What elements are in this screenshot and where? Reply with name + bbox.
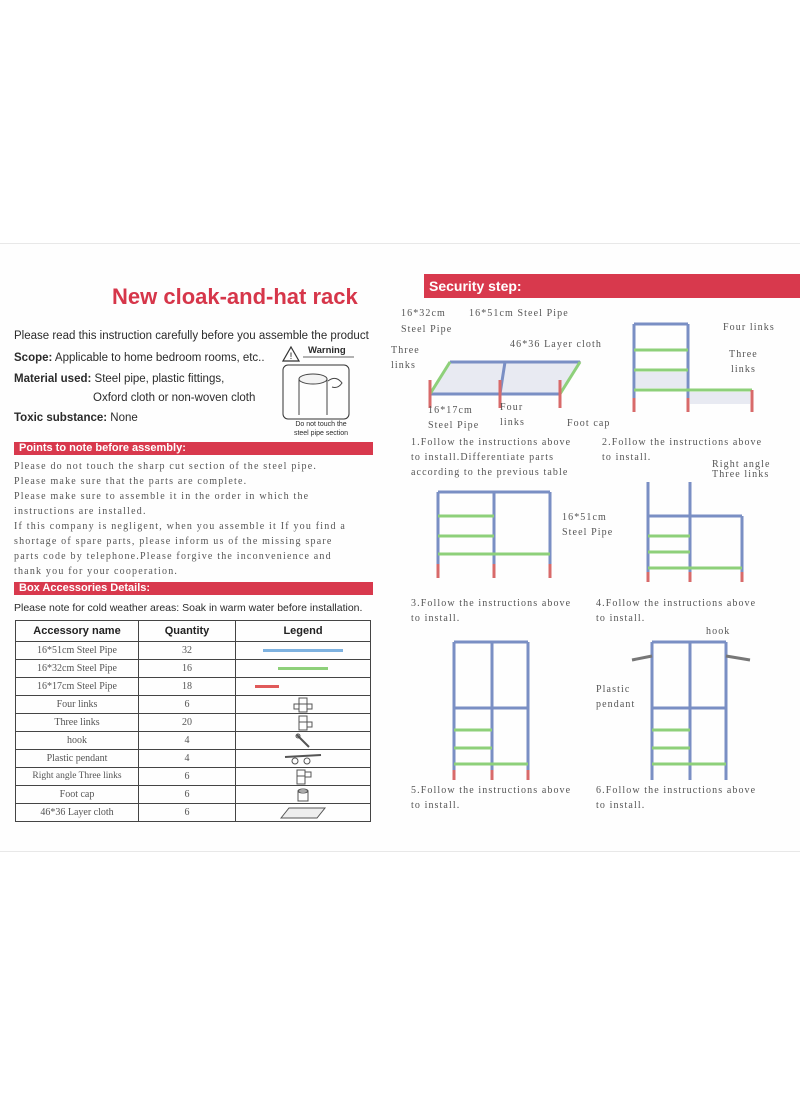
cell-qty: 6 <box>139 768 236 786</box>
page-title: New cloak-and-hat rack <box>112 284 358 309</box>
step5-diagram <box>448 636 534 784</box>
accessories-table <box>15 620 371 822</box>
points-line: thank you for your cooperation. <box>14 566 179 577</box>
step5-line2: to install. <box>411 800 461 811</box>
cell-name: 16*32cm Steel Pipe <box>16 660 139 678</box>
table-row <box>16 642 371 660</box>
intro-text: Please read this instruction carefully before you assemble the product <box>14 330 369 342</box>
material-label: Material used: <box>14 373 92 385</box>
cell-qty: 4 <box>139 750 236 768</box>
label-pendant: pendant <box>596 699 636 710</box>
label-links: links <box>391 360 416 371</box>
table-row <box>16 732 371 750</box>
security-step-header: Security step: <box>424 274 800 298</box>
legend-green-pipe <box>236 660 371 678</box>
table-row <box>16 786 371 804</box>
step6-caption <box>596 783 756 813</box>
hook-icon <box>236 732 371 750</box>
material-line <box>14 373 224 385</box>
toxic-line <box>14 412 138 424</box>
label-layer-cloth: 46*36 Layer cloth <box>510 339 603 350</box>
label-right-angle: Right angle <box>712 459 771 470</box>
points-line: Please do not touch the sharp cut section of the steel pipe. <box>14 461 318 472</box>
points-line: Please make sure to assemble it in the order in which the <box>14 491 310 502</box>
label-plastic: Plastic <box>596 684 631 695</box>
cell-name: Right angle Three links <box>16 768 139 786</box>
label-pipe-51: 16*51cm Steel Pipe <box>469 308 569 319</box>
cell-name: Four links <box>16 696 139 714</box>
points-line: shortage of spare parts, please inform us of the missing spare <box>14 536 333 547</box>
label-four-links: Four links <box>723 322 775 333</box>
cell-qty: 18 <box>139 678 236 696</box>
warning-illustration <box>282 345 354 421</box>
legend-blue-pipe <box>236 642 371 660</box>
cell-name: Foot cap <box>16 786 139 804</box>
label-steel-pipe: Steel Pipe <box>401 324 453 335</box>
step1-caption <box>411 435 571 480</box>
points-line: Please make sure that the parts are complete. <box>14 476 248 487</box>
label-pipe-51cm: 16*51cm <box>562 512 607 523</box>
label-links-2: links <box>500 417 525 428</box>
col-legend: Legend <box>236 621 371 642</box>
step2-line2: to install. <box>602 452 652 463</box>
pipe-drawing-frame <box>283 365 349 419</box>
col-accessory-name: Accessory name <box>16 621 139 642</box>
step6-diagram <box>630 636 754 784</box>
step2-line1: 2.Follow the instructions above <box>602 437 763 448</box>
step5-caption <box>411 783 571 813</box>
scope-label: Scope: <box>14 352 53 364</box>
four-links-icon <box>236 696 371 714</box>
table-row <box>16 714 371 732</box>
material-value-2: Oxford cloth or non-woven cloth <box>93 392 256 404</box>
warning-note-line-2: steel pipe section <box>293 430 349 437</box>
right-angle-icon <box>236 768 371 786</box>
warning-note <box>274 420 368 438</box>
step3-line1: 3.Follow the instructions above <box>411 598 572 609</box>
scope-line <box>14 352 265 364</box>
points-header: Points to note before assembly: <box>14 442 373 455</box>
legend-red-pipe <box>236 678 371 696</box>
points-list <box>14 459 374 579</box>
label-four: Four <box>500 402 524 413</box>
label-foot-cap: Foot cap <box>567 418 611 429</box>
step1-line3: according to the previous table <box>411 467 569 478</box>
warning-exclamation-icon: ! <box>289 351 293 361</box>
cell-name: 16*51cm Steel Pipe <box>16 642 139 660</box>
step1-line2: to install.Differentiate parts <box>411 452 555 463</box>
label-steel-pipe-2: Steel Pipe <box>428 420 480 431</box>
step5-line1: 5.Follow the instructions above <box>411 785 572 796</box>
instruction-sheet <box>0 243 800 852</box>
table-row <box>16 678 371 696</box>
table-row <box>16 750 371 768</box>
accessories-header: Box Accessories Details: <box>14 582 373 595</box>
label-three-2: Three <box>729 349 758 360</box>
cold-weather-note: Please note for cold weather areas: Soak in warm water before installation. <box>14 602 363 614</box>
points-line: parts code by telephone.Please forgive the inconvenience and <box>14 551 332 562</box>
step1-line1: 1.Follow the instructions above <box>411 437 572 448</box>
foot-cap-icon <box>236 786 371 804</box>
cell-qty: 16 <box>139 660 236 678</box>
col-quantity: Quantity <box>139 621 236 642</box>
cell-qty: 4 <box>139 732 236 750</box>
three-links-icon <box>236 714 371 732</box>
label-links-3: links <box>731 364 756 375</box>
cell-qty: 32 <box>139 642 236 660</box>
cell-qty: 6 <box>139 786 236 804</box>
step3-diagram <box>432 486 558 582</box>
table-row <box>16 660 371 678</box>
step4-caption <box>596 596 756 626</box>
cell-name: hook <box>16 732 139 750</box>
layer-cloth-icon <box>236 804 371 822</box>
toxic-label: Toxic substance: <box>14 412 108 424</box>
cell-name: Plastic pendant <box>16 750 139 768</box>
label-three-links: Three links <box>712 469 770 480</box>
cell-qty: 20 <box>139 714 236 732</box>
table-row <box>16 804 371 822</box>
warning-title: Warning <box>308 345 346 356</box>
scope-value: Applicable to home bedroom rooms, etc.. <box>54 352 265 364</box>
step3-caption <box>411 596 571 626</box>
cell-qty: 6 <box>139 696 236 714</box>
warning-note-line-1: Do not touch the <box>295 421 347 428</box>
points-line: instructions are installed. <box>14 506 147 517</box>
step4-diagram <box>642 476 748 586</box>
cell-qty: 6 <box>139 804 236 822</box>
label-pipe-17: 16*17cm <box>428 405 473 416</box>
table-row <box>16 768 371 786</box>
plastic-pendant-icon <box>236 750 371 768</box>
step4-line2: to install. <box>596 613 646 624</box>
label-three: Three <box>391 345 420 356</box>
cell-name: 46*36 Layer cloth <box>16 804 139 822</box>
points-line: If this company is negligent, when you assemble it If you find a <box>14 521 347 532</box>
step6-line2: to install. <box>596 800 646 811</box>
step3-line2: to install. <box>411 613 461 624</box>
table-row <box>16 696 371 714</box>
label-pipe-32: 16*32cm <box>401 308 446 319</box>
step4-line1: 4.Follow the instructions above <box>596 598 757 609</box>
step6-line1: 6.Follow the instructions above <box>596 785 757 796</box>
cell-name: 16*17cm Steel Pipe <box>16 678 139 696</box>
cell-name: Three links <box>16 714 139 732</box>
label-steel-pipe-3: Steel Pipe <box>562 527 614 538</box>
table-header-row <box>16 621 371 642</box>
material-value-1: Steel pipe, plastic fittings, <box>94 373 225 385</box>
toxic-value: None <box>110 412 138 424</box>
label-hook: hook <box>706 626 731 637</box>
